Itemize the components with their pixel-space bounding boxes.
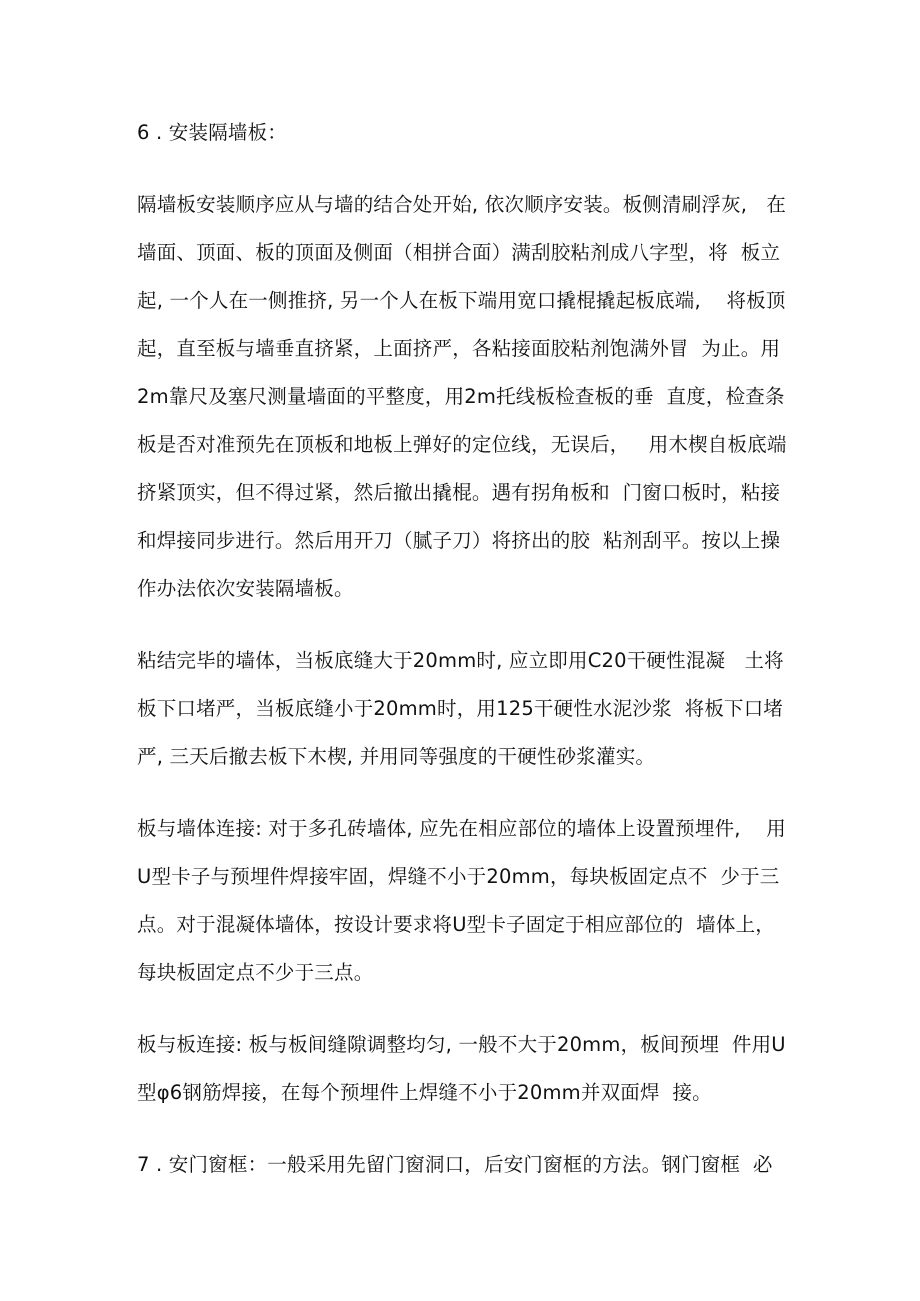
text-line: 严, 三天后撤去板下木楔, 并用同等强度的干硬性砂浆灌实。 (137, 745, 656, 768)
text-line: U型卡子与预埋件焊接牢固，焊缝不小于20mm，每块板固定点不 少于三 (137, 865, 780, 888)
text-line: 粘结完毕的墙体，当板底缝大于20mm时, 应立即用C20干硬性混凝 土将 (137, 649, 784, 672)
text-line: 型φ6钢筋焊接，在每个预埋件上焊缝不小于20mm并双面焊 接。 (137, 1081, 712, 1104)
text-line: 2m靠尺及塞尺测量墙面的平整度，用2m托线板检查板的垂 直度，检查条 (137, 385, 785, 408)
text-line: 每块板固定点不少于三点。 (137, 961, 374, 984)
text-line: 起, 一个人在一侧推挤, 另一个人在板下端用宽口撬棍撬起板底端, 将板顶 (137, 289, 786, 312)
text-line: 板与板连接: 板与板间缝隙调整均匀, 一般不大于20mm，板间预埋 件用U (137, 1033, 786, 1056)
text-line: 点。对于混凝体墙体，按设计要求将U型卡子固定于相应部位的 墙体上， (137, 913, 775, 936)
text-line: 隔墙板安装顺序应从与墙的结合处开始, 依次顺序安装。板侧清刷浮灰, 在 (137, 193, 787, 216)
text-line: 和焊接同步进行。然后用开刀（腻子刀）将挤出的胶 粘剂刮平。按以上操 (137, 529, 781, 552)
text-line: 作办法依次安装隔墙板。 (137, 577, 354, 600)
text-line: 墙面、顶面、板的顶面及侧面（相拼合面）满刮胶粘剂成八字型，将 板立 (137, 241, 781, 264)
text-line: 挤紧顶实，但不得过紧，然后撤出撬棍。遇有拐角板和 门窗口板时，粘接 (137, 481, 781, 504)
text-line: 板下口堵严，当板底缝小于20mm时，用125干硬性水泥沙浆 将板下口堵 (137, 697, 784, 720)
text-line: 板与墙体连接: 对于多孔砖墙体, 应先在相应部位的墙体上设置预埋件, 用 (137, 817, 786, 840)
text-line: 板是否对准预先在顶板和地板上弹好的定位线，无误后， 用木楔自板底端 (137, 433, 787, 456)
section-6-heading: 6 . 安装隔墙板： (137, 121, 288, 144)
text-line: 起，直至板与墙垂直挤紧，上面挤严，各粘接面胶粘剂饱满外冒 为止。用 (137, 337, 781, 360)
section-7-line: 7 . 安门窗框：一般采用先留门窗洞口，后安门窗框的方法。钢门窗框 必 (137, 1153, 773, 1176)
